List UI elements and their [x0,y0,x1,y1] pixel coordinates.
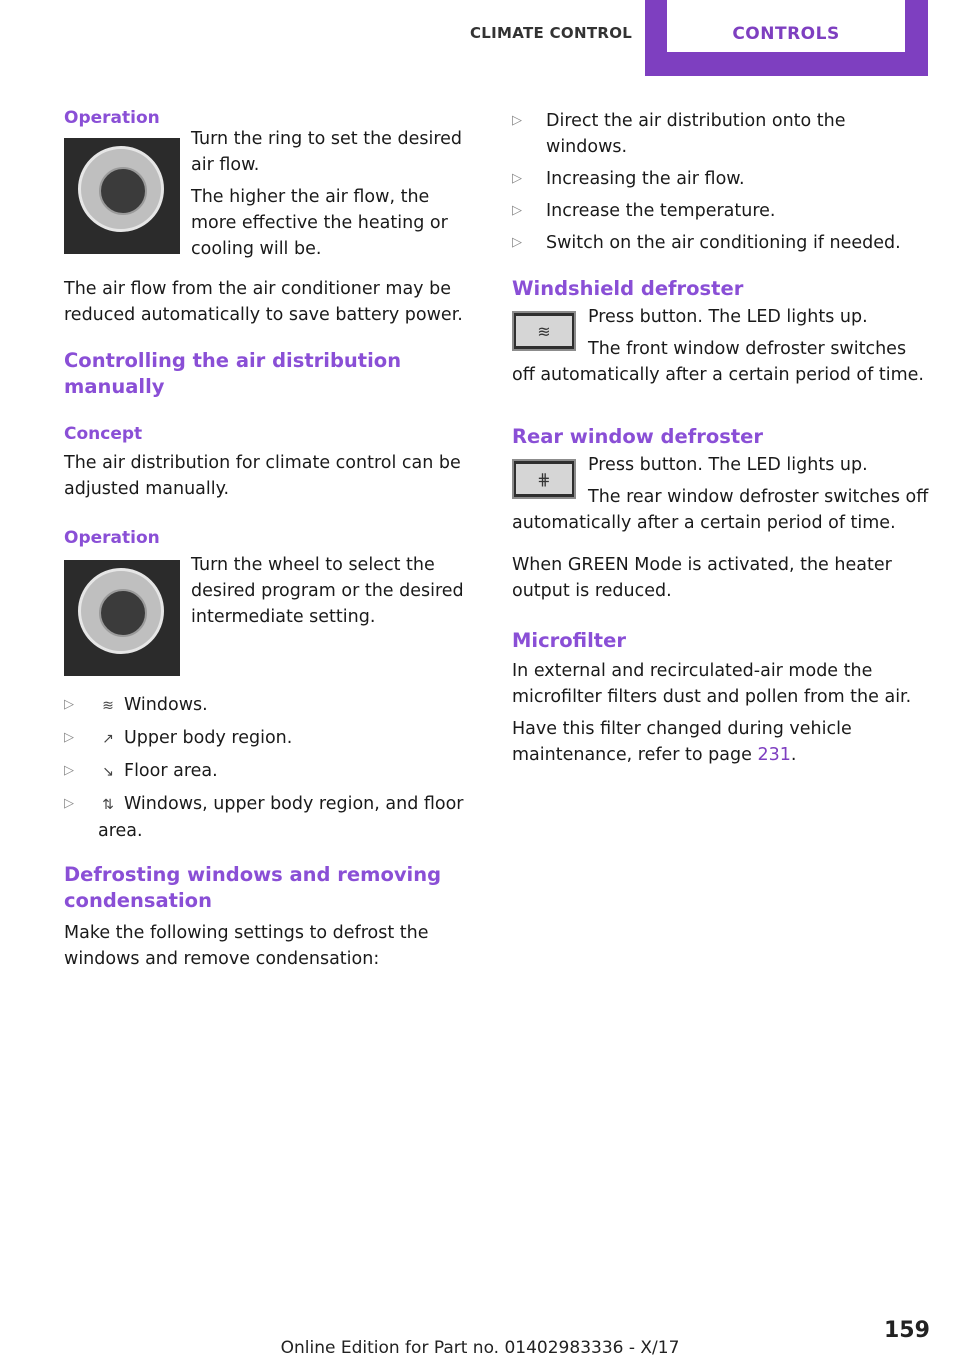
bullet-triangle-icon: ▷ [64,763,74,778]
rear-text-1: Press button. The LED lights up. [588,455,868,475]
header-tab-label: CONTROLS [667,0,905,52]
operation-heading-2: Operation [64,528,160,548]
bullet-triangle-icon: ▷ [512,171,522,186]
windshield-defroster-button-image [512,308,576,362]
floor-icon: ↘ [102,764,114,780]
op1-text-2: The higher the air flow, the more effective the heating or cooling will be. [191,187,448,259]
operation-heading: Operation [64,108,160,128]
list-item: ▷ Switch on the air conditioning if needed. [512,230,932,256]
distribution-wheel-image [64,560,180,676]
distribution-list [64,692,480,844]
list-item: ▷ ⇅ Windows, upper body region, and floor area. [64,791,480,844]
bullet-triangle-icon: ▷ [64,730,74,745]
op2-text: Turn the wheel to select the desired program or the desired intermediate setting. [191,555,464,627]
rear-defrost-icon: ⋕ [537,469,551,489]
airflow-ring-image [64,138,180,262]
list-item: ▷ Increasing the air flow. [512,166,932,192]
concept-text: The air distribution for climate control can be adjusted manually. [64,453,461,499]
bullet-triangle-icon: ▷ [512,235,522,250]
microfilter-heading: Microfilter [512,629,626,652]
windshield-text-2a: The front window defroster switches [588,339,907,359]
op1-text-1: Turn the ring to set the desired air flow. [191,129,463,175]
list-item: ▷ ≋ Windows. [64,692,480,719]
list-item: ▷ ↗ Upper body region. [64,725,480,752]
list-item: ▷ Increase the temperature. [512,198,932,224]
page-link[interactable]: 231 [757,745,791,765]
bullet-triangle-icon: ▷ [512,203,522,218]
list-item: ▷ ↘ Floor area. [64,758,480,785]
windshield-text-2b: off automatically after a certain period of time. [512,365,924,385]
defrost-text: Make the following settings to defrost the windows and remove condensation: [64,923,429,969]
rear-defroster-heading: Rear window defroster [512,425,763,448]
footer-text: Online Edition for Part no. 01402983336 - X/17 [280,1338,680,1358]
upper-body-icon: ↗ [102,731,114,747]
page-number: 159 [884,1318,930,1343]
manual-distribution-heading: Controlling the air distribution manually [64,349,402,398]
windshield-defroster-heading: Windshield defroster [512,277,744,300]
rear-defroster-button-image [512,456,576,510]
bullet-triangle-icon: ▷ [64,796,74,811]
rear-text-2a: The rear window defroster switches off [588,487,929,507]
microfilter-text-2: Have this filter changed during vehicle maintenance, refer to page 231. [512,719,852,765]
windshield-text-1: Press button. The LED lights up. [588,307,868,327]
left-column [64,108,480,972]
windshield-defrost-icon: ≋ [537,321,551,341]
bullet-triangle-icon: ▷ [64,697,74,712]
op1-text-3: The air flow from the air conditioner may be reduced automatically to save battery power. [64,279,463,325]
defrost-heading: Defrosting windows and removing condensation [64,863,442,912]
rear-text-2b: automatically after a certain period of time. [512,513,896,533]
right-column [512,108,932,768]
green-mode-text: When GREEN Mode is activated, the heater output is reduced. [512,555,892,601]
defrost-steps-list [512,108,932,256]
microfilter-text-1: In external and recirculated-air mode the microfilter filters dust and pollen from the air. [512,661,912,707]
header-section-title: CLIMATE CONTROL [470,24,633,42]
windshield-icon: ≋ [102,698,114,714]
bullet-triangle-icon: ▷ [512,113,522,128]
list-item: ▷ Direct the air distribution onto the windows. [512,108,932,160]
header-tab[interactable] [645,0,928,76]
concept-heading: Concept [64,424,143,444]
all-regions-icon: ⇅ [102,797,114,813]
